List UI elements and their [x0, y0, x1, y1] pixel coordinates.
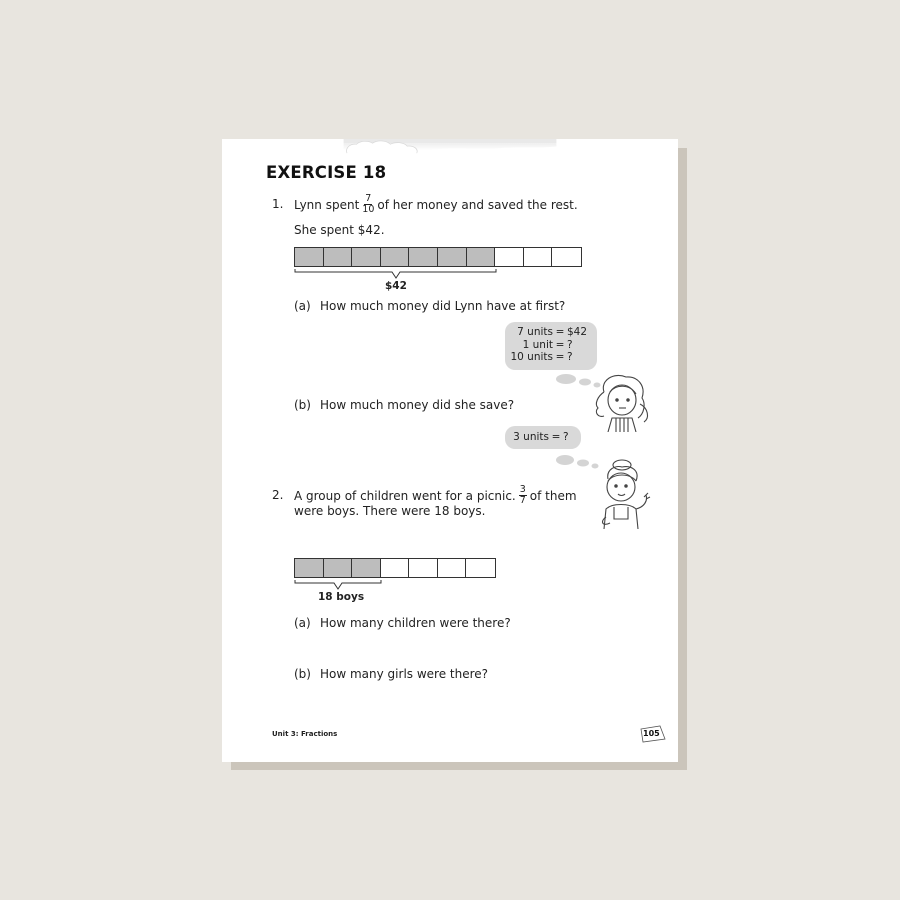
unshaded-unit	[381, 559, 410, 577]
hint-b-eq: =	[551, 431, 561, 443]
hint-a-eq: =	[555, 338, 565, 351]
q1-line1	[294, 194, 578, 215]
thinking-boy-illustration	[592, 457, 654, 529]
q2-fraction-numerator: 3	[519, 484, 526, 495]
q2-fraction	[519, 485, 527, 506]
hint-bubble-a	[505, 322, 597, 370]
hint-a-right: ?	[567, 351, 573, 363]
shaded-unit	[409, 248, 438, 266]
q1b-text: How much money did she save?	[320, 398, 515, 412]
hint-a-eq: =	[555, 351, 565, 363]
q2-line2: were boys. There were 18 boys.	[294, 504, 486, 518]
q1-number: 1.	[272, 197, 284, 211]
unshaded-unit	[438, 559, 467, 577]
q1-brace-label: $42	[385, 280, 407, 292]
q1a-label: (a)	[294, 299, 311, 313]
q1b-label: (b)	[294, 398, 311, 412]
shaded-unit	[467, 248, 496, 266]
q2-text-before: A group of children went for a picnic.	[294, 488, 516, 503]
hint-a-left: 7 units	[517, 326, 553, 338]
q2-brace-label: 18 boys	[318, 591, 365, 603]
unshaded-unit	[466, 559, 495, 577]
hint-a-line-1	[505, 326, 591, 339]
q1a-text: How much money did Lynn have at first?	[320, 299, 566, 313]
hint-a-line-2	[505, 339, 591, 352]
q2-fraction-denominator: 7	[519, 495, 526, 506]
footer-unit-label: Unit 3: Fractions	[272, 730, 338, 738]
q2-model-bar	[294, 558, 496, 578]
q1-fraction-numerator: 7	[365, 193, 372, 204]
q2-text-after: of them	[529, 488, 577, 503]
thinking-girl-illustration	[590, 374, 652, 432]
shaded-unit	[295, 559, 324, 577]
hint-bubble-b	[505, 426, 581, 449]
unshaded-unit	[552, 248, 581, 266]
q2-number: 2.	[272, 488, 284, 502]
shaded-unit	[324, 248, 353, 266]
q2a-label: (a)	[294, 616, 311, 630]
hint-a-left: 10 units	[510, 351, 553, 363]
hint-b-line	[505, 431, 575, 444]
shaded-unit	[438, 248, 467, 266]
worksheet-page	[222, 139, 678, 762]
hint-a-right: ?	[567, 338, 573, 351]
hint-a-left: 1 unit	[522, 338, 553, 351]
q1-line2: She spent $42.	[294, 223, 385, 237]
shaded-unit	[352, 559, 381, 577]
unshaded-unit	[524, 248, 553, 266]
q1-model-bar	[294, 247, 582, 267]
shaded-unit	[324, 559, 353, 577]
hint-b-left: 3 units	[513, 431, 549, 443]
shaded-unit	[381, 248, 410, 266]
q2-brace	[294, 579, 384, 591]
q2a-text: How many children were there?	[320, 616, 511, 630]
hint-b-right: ?	[563, 431, 569, 443]
q2b-label: (b)	[294, 667, 311, 681]
q1-text-before: Lynn spent	[294, 197, 360, 212]
q1-brace	[294, 268, 498, 280]
shaded-unit	[295, 248, 324, 266]
hint-a-line-3	[505, 351, 591, 364]
page-number: 105	[643, 729, 660, 738]
unshaded-unit	[409, 559, 438, 577]
q2b-text: How many girls were there?	[320, 667, 489, 681]
q1-fraction	[362, 194, 374, 215]
exercise-title: EXERCISE 18	[266, 163, 387, 182]
shaded-unit	[352, 248, 381, 266]
unshaded-unit	[495, 248, 524, 266]
q1-fraction-denominator: 10	[362, 204, 375, 215]
q1-text-after: of her money and saved the rest.	[377, 197, 578, 212]
hint-a-right: $42	[567, 326, 588, 338]
q2-line1	[294, 485, 577, 506]
hint-a-eq: =	[555, 326, 565, 338]
